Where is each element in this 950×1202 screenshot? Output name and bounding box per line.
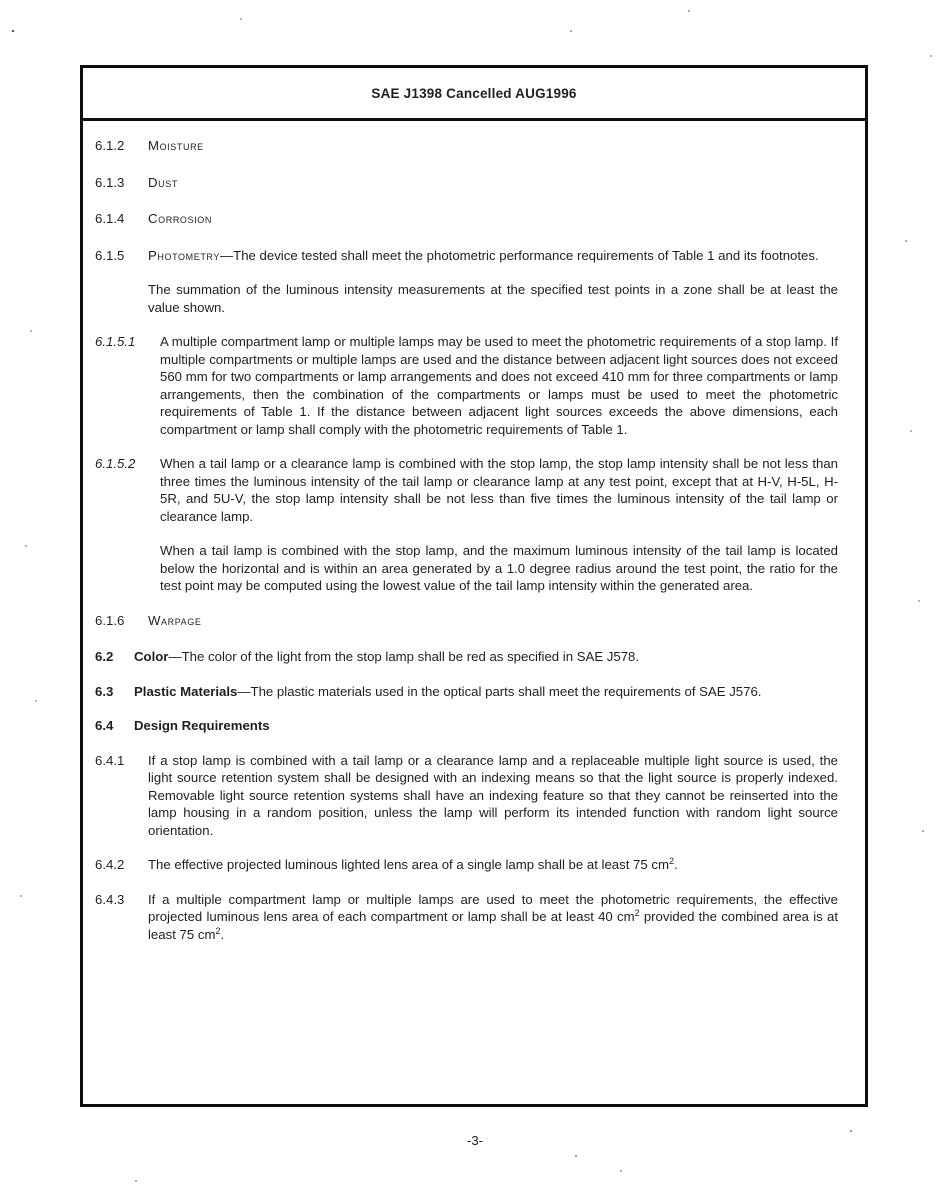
paragraph: When a tail lamp is combined with the stop lamp, and the maximum luminous intensity of the tail lamp is located below the horizontal and is within an area generated by a 1.0 degree radius around the test point, the ratio for the test point may be computed using the lowest value of the tail lamp intensity within the generated area. [160, 543, 838, 593]
scan-noise [0, 0, 2, 2]
superscript: 2 [634, 908, 640, 918]
section-label: Color [134, 649, 169, 664]
section-text-mid: provided the combined area is at least 75 cm [148, 909, 838, 942]
section-text: If a stop lamp is combined with a tail lamp or a clearance lamp and a replaceable multiple light source is used, the light source retention system shall be designed with an indexing means so that the light source is properly indexed. Removable light source retention systems shall have an indexing feature so that they cannot be reinserted into the lamp housing in a random position, unless the lamp will perform its intended function with random light source orientation. [148, 752, 838, 838]
section-6-1-4 [95, 210, 838, 228]
section-number: 6.1.5 [95, 247, 125, 263]
document-title: SAE J1398 Cancelled AUG1996 [371, 85, 577, 101]
section-number: 6.1.3 [95, 174, 125, 190]
section-number: 6.4 [95, 718, 114, 733]
section-text: —The plastic materials used in the optical parts shall meet the requirements of SAE J576. [237, 683, 762, 699]
section-6-1-5-note [95, 281, 838, 316]
section-text: —The device tested shall meet the photometric performance requirements of Table 1 and its footnotes. [219, 247, 819, 263]
section-number: 6.1.2 [95, 138, 125, 153]
section-text-end: . [220, 926, 225, 942]
section-text: If a multiple compartment lamp or multiple lamps are used to meet the photometric requirements, the effective projected luminous lens area of each compartment or lamp shall be at least 40 cm [148, 891, 838, 924]
section-6-1-5-2-note [95, 542, 838, 595]
section-text: A multiple compartment lamp or multiple lamps may be used to meet the photometric requirements of a stop lamp. If multiple compartments or multiple lamps are used and the distance between adjacent light sources does not exceed 560 mm for two compartments or lamp arrangements and does not exceed 410 mm for three compartments or lamp arrangements, then the combination of the compartments or lamps must be used to meet the photometric requirements of Table 1. If the distance between adjacent light sources exceeds the above dimensions, each compartment or lamp shall comply with the photometric requirements of Table 1. [160, 334, 838, 437]
superscript: 2 [668, 856, 674, 866]
section-label: Plastic Materials [134, 683, 238, 699]
section-number: 6.1.4 [95, 211, 125, 226]
section-6-1-3 [95, 174, 838, 192]
section-text: —The color of the light from the stop lamp shall be red as specified in SAE J578. [168, 649, 640, 664]
paragraph: The summation of the luminous intensity measurements at the specified test points in a zone shall be at least the value shown. [148, 282, 838, 315]
section-number: 6.1.5.1 [95, 334, 136, 349]
page-number: -3- [466, 1133, 484, 1148]
section-6-1-2 [95, 137, 838, 155]
section-number: 6.4.1 [95, 752, 125, 768]
section-6-1-5-1 [95, 333, 838, 438]
section-6-1-6 [95, 612, 838, 630]
section-6-4 [95, 717, 838, 735]
section-heading: Photometry [148, 247, 220, 263]
section-6-2 [95, 648, 838, 666]
section-heading: Moisture [148, 138, 204, 153]
document-border-box [80, 65, 868, 1107]
document-header [83, 68, 865, 121]
section-6-3 [95, 683, 838, 701]
section-text: When a tail lamp or a clearance lamp is combined with the stop lamp, the stop lamp intensity shall be not less than three times the luminous intensity of the tail lamp or clearance lamp at any test point, except that at H-V, H-5L, H-5R, and 5U-V, the stop lamp intensity shall be not less than five times the luminous intensity of the tail lamp or clearance lamp. [160, 456, 838, 524]
section-label: Design Requirements [134, 718, 270, 733]
section-6-1-5 [95, 247, 838, 265]
document-body [83, 121, 865, 943]
section-number: 6.4.2 [95, 857, 125, 872]
section-number: 6.4.3 [95, 891, 125, 907]
section-6-4-3 [95, 891, 838, 944]
section-number: 6.3 [95, 683, 114, 699]
section-heading: Corrosion [148, 211, 212, 226]
section-number: 6.1.5.2 [95, 456, 136, 471]
section-6-4-1 [95, 752, 838, 840]
section-text-end: . [673, 857, 678, 872]
section-6-1-5-2 [95, 455, 838, 525]
superscript: 2 [215, 925, 221, 936]
section-number: 6.2 [95, 649, 114, 664]
section-heading: Dust [148, 174, 178, 190]
section-6-4-2 [95, 856, 838, 874]
section-number: 6.1.6 [95, 612, 125, 628]
section-text: The effective projected luminous lighted lens area of a single lamp shall be at least 75 cm [148, 857, 669, 872]
section-heading: Warpage [148, 612, 202, 628]
